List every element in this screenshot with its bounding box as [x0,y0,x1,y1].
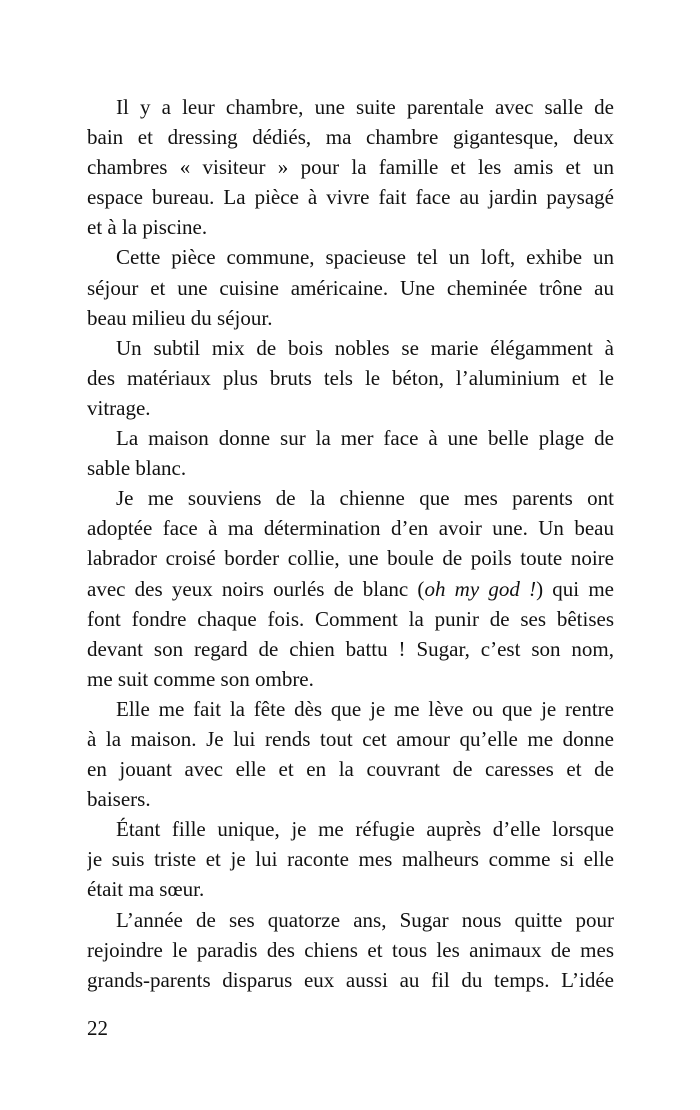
text-line: vitrage. [87,395,151,420]
text-line: était ma sœur. [87,877,205,902]
text-line: grands-parents disparus eux aussi au fil du temps. L’idée [87,967,614,992]
paragraph [87,905,614,995]
text-line: bain et dressing dédiés, ma chambre gigantesque, deux [87,125,614,150]
text-line: espace bureau. La pièce à vivre fait face au jardin paysagé [87,185,614,210]
paragraph [87,814,614,904]
text-line: et à la piscine. [87,215,208,240]
text-line: chambres « visiteur » pour la famille et les amis et un [87,155,614,180]
text-line: sable blanc. [87,456,187,481]
text-line: à la maison. Je lui rends tout cet amour qu’elle me donne [87,726,614,751]
text-line: font fondre chaque fois. Comment la punir de ses bêtises [87,606,614,631]
paragraph [87,92,614,242]
paragraph [87,694,614,814]
text-line: séjour et une cuisine américaine. Une cheminée trône au [87,275,614,300]
text-line-with-italic [87,574,614,604]
body-text [87,92,614,995]
text-line: Elle me fait la fête dès que je me lève ou que je rentre [116,696,614,721]
text-line: beau milieu du séjour. [87,305,273,330]
text-fragment: avec des yeux noirs ourlés de blanc ( [87,576,425,601]
text-line: des matériaux plus bruts tels le béton, l’aluminium et le [87,365,614,390]
text-line: labrador croisé border collie, une boule de poils toute noire [87,546,614,571]
text-line: adoptée face à ma détermination d’en avoir une. Un beau [87,516,614,541]
text-line: Il y a leur chambre, une suite parentale avec salle de [116,95,614,119]
text-line: en jouant avec elle et en la couvrant de caresses et de [87,757,614,782]
text-line: je suis triste et je lui raconte mes malheurs comme si elle [87,847,614,872]
text-line: rejoindre le paradis des chiens et tous les animaux de mes [87,937,614,962]
text-line: L’année de ses quatorze ans, Sugar nous quitte pour [116,907,614,932]
paragraph [87,333,614,423]
text-line: baisers. [87,787,151,812]
page-number: 22 [87,1016,108,1040]
text-fragment: ) qui me [536,576,614,601]
text-line: me suit comme son ombre. [87,666,314,691]
text-line: La maison donne sur la mer face à une belle plage de [116,426,614,451]
text-line: devant son regard de chien battu ! Sugar, c’est son nom, [87,636,614,661]
paragraph [87,483,614,694]
italic-phrase: oh my god ! [424,576,537,601]
text-line: Un subtil mix de bois nobles se marie élégamment à [116,335,614,360]
paragraph [87,242,614,332]
text-line: Cette pièce commune, spacieuse tel un loft, exhibe un [116,245,614,270]
text-line: Étant fille unique, je me réfugie auprès d’elle lorsque [116,817,614,842]
paragraph [87,423,614,483]
text-line: Je me souviens de la chienne que mes parents ont [116,486,614,511]
